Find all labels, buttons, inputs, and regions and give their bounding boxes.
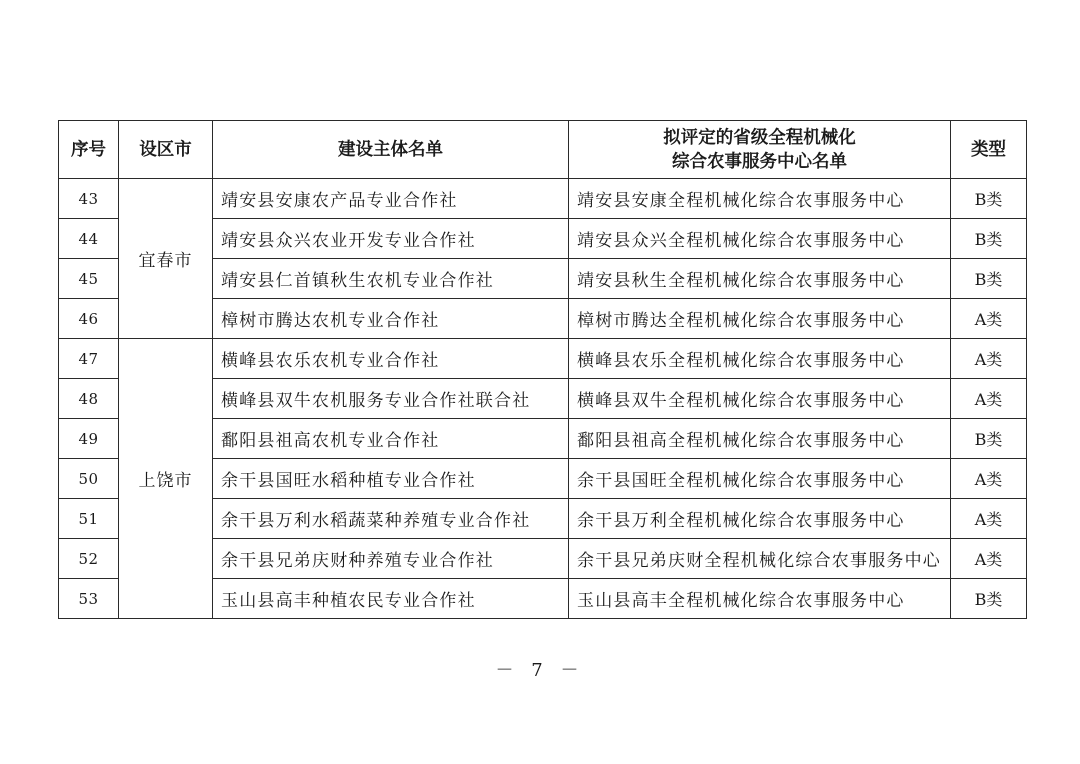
cell-center: 靖安县秋生全程机械化综合农事服务中心	[569, 259, 951, 299]
cell-seq: 48	[59, 379, 119, 419]
cell-type: A类	[951, 379, 1027, 419]
header-center	[569, 121, 951, 179]
cell-builder: 靖安县安康农产品专业合作社	[213, 179, 569, 219]
cell-builder: 靖安县仁首镇秋生农机专业合作社	[213, 259, 569, 299]
header-center-line1: 拟评定的省级全程机械化	[663, 127, 856, 148]
cell-seq: 47	[59, 339, 119, 379]
cell-builder: 鄱阳县祖高农机专业合作社	[213, 419, 569, 459]
cell-type: B类	[951, 579, 1027, 619]
cell-seq: 45	[59, 259, 119, 299]
header-builder: 建设主体名单	[213, 121, 569, 179]
cell-type: B类	[951, 219, 1027, 259]
cell-center: 靖安县众兴全程机械化综合农事服务中心	[569, 219, 951, 259]
cell-builder: 余干县万利水稻蔬菜种养殖专业合作社	[213, 499, 569, 539]
cell-seq: 43	[59, 179, 119, 219]
cell-center: 玉山县高丰全程机械化综合农事服务中心	[569, 579, 951, 619]
cell-center: 余干县兄弟庆财全程机械化综合农事服务中心	[569, 539, 951, 579]
cell-builder: 横峰县双牛农机服务专业合作社联合社	[213, 379, 569, 419]
cell-center: 横峰县农乐全程机械化综合农事服务中心	[569, 339, 951, 379]
cell-type: B类	[951, 259, 1027, 299]
cell-seq: 44	[59, 219, 119, 259]
header-city: 设区市	[119, 121, 213, 179]
cell-builder: 余干县兄弟庆财种养殖专业合作社	[213, 539, 569, 579]
header-seq: 序号	[59, 121, 119, 179]
cell-builder: 靖安县众兴农业开发专业合作社	[213, 219, 569, 259]
cell-type: A类	[951, 539, 1027, 579]
cell-builder: 樟树市腾达农机专业合作社	[213, 299, 569, 339]
cell-type: A类	[951, 459, 1027, 499]
cell-seq: 52	[59, 539, 119, 579]
table-row	[59, 179, 1027, 219]
cell-type: A类	[951, 299, 1027, 339]
cell-type: B类	[951, 419, 1027, 459]
table-row	[59, 339, 1027, 379]
cell-city: 宜春市	[119, 179, 213, 339]
cell-seq: 49	[59, 419, 119, 459]
cell-center: 靖安县安康全程机械化综合农事服务中心	[569, 179, 951, 219]
cell-builder: 横峰县农乐农机专业合作社	[213, 339, 569, 379]
cell-center: 鄱阳县祖高全程机械化综合农事服务中心	[569, 419, 951, 459]
cell-seq: 50	[59, 459, 119, 499]
cell-center: 樟树市腾达全程机械化综合农事服务中心	[569, 299, 951, 339]
cell-center: 余干县万利全程机械化综合农事服务中心	[569, 499, 951, 539]
table-header-row	[59, 121, 1027, 179]
cell-builder: 玉山县高丰种植农民专业合作社	[213, 579, 569, 619]
cell-seq: 46	[59, 299, 119, 339]
cell-city: 上饶市	[119, 339, 213, 619]
header-center-line2: 综合农事服务中心名单	[672, 151, 847, 172]
page-number: － 7 －	[495, 660, 585, 681]
cell-seq: 51	[59, 499, 119, 539]
cell-seq: 53	[59, 579, 119, 619]
cell-type: A类	[951, 499, 1027, 539]
cell-center: 余干县国旺全程机械化综合农事服务中心	[569, 459, 951, 499]
cell-type: B类	[951, 179, 1027, 219]
cell-center: 横峰县双牛全程机械化综合农事服务中心	[569, 379, 951, 419]
cell-builder: 余干县国旺水稻种植专业合作社	[213, 459, 569, 499]
cell-type: A类	[951, 339, 1027, 379]
service-center-table	[58, 120, 1027, 619]
header-type: 类型	[951, 121, 1027, 179]
